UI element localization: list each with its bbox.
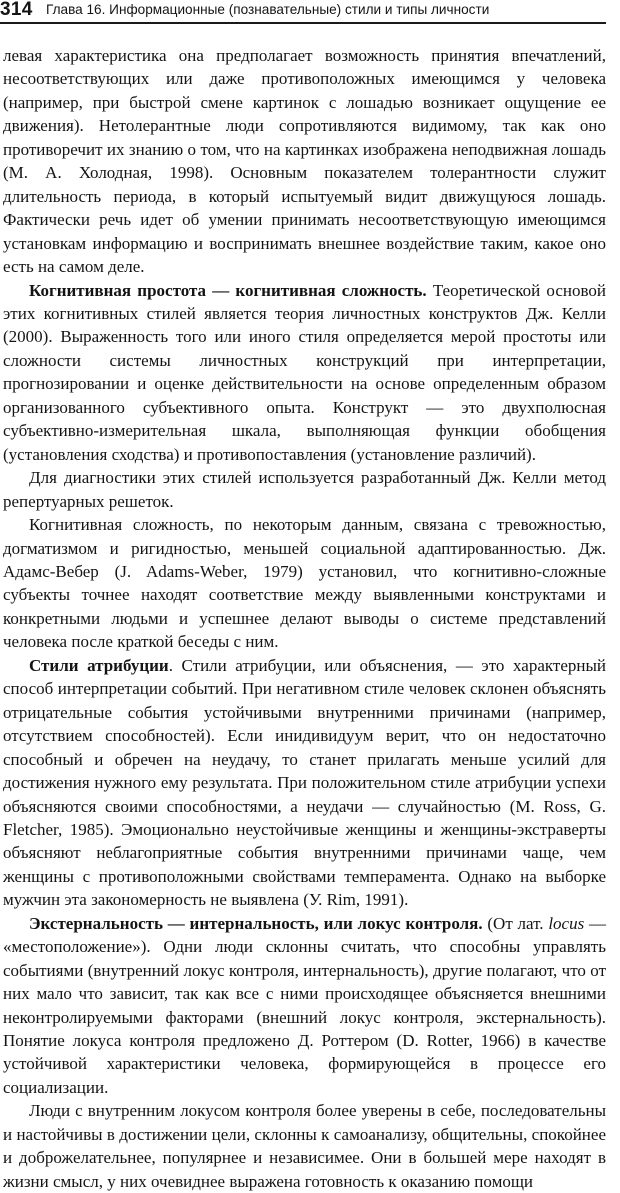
- paragraph-text: Когнитивная сложность, по некоторым данным, связана с тревожностью, догматизмом и ригидностью, меньшей социальной адаптированностью. Дж. Адамс-Вебер (J. Adams-Weber, 1979) установил, что когнитивно-сложные субъекты точнее находят соответствие между выявленными конструктами и конкретными людьми и успешнее делают выводы о системе представлений человека после краткой беседы с ним.: [3, 515, 606, 652]
- section-lead-attribution-styles: Стили атрибуции: [29, 655, 169, 675]
- running-head: Глава 16. Информационные (познавательные) стили и типы личности: [46, 2, 490, 17]
- paragraph-cognitive-complexity: [3, 513, 606, 654]
- paragraph-cognitive-simplicity: [3, 279, 606, 467]
- paragraph-kelly-method: [3, 466, 606, 513]
- page-number: 314: [0, 0, 33, 20]
- body-text: [3, 44, 606, 1193]
- paragraph-attribution-styles: [3, 654, 606, 912]
- section-lead-locus-of-control: Экстернальность — интернальность, или локус контроля.: [29, 913, 483, 933]
- paragraph-text: Для диагностики этих стилей используется разработанный Дж. Келли метод репертуарных решеток.: [3, 468, 606, 511]
- page-header: [0, 0, 606, 24]
- latin-term: locus: [548, 913, 585, 933]
- paragraph-locus-of-control: [3, 912, 606, 1100]
- paragraph-internal-locus: [3, 1099, 606, 1193]
- paragraph-text: — «местоположение»). Одни люди склонны считать, что способны управлять событиями (внутренний локус контроля, интернальность), другие полагают, что от них мало что зависит, так как все с ними происходящее объясняется внешними неконтролируемыми факторами (внешний локус контроля, экстернальность). Понятие локуса контроля предложено Д. Роттером (D. Rotter, 1966) в качестве устойчивой характеристики человека, формирующейся в процессе его социализации.: [3, 913, 607, 1097]
- paragraph-text: . Стили атрибуции, или объяснения, — это характерный способ интерпретации событий. При негативном стиле человек склонен объяснять отрицательные события устойчивыми внутренними причинами (например, отсутствием способностей). Если инидивидуум верит, что он недостаточно способный и обречен на неудачу, то станет прилагать меньше усилий для достижения нужного ему результата. При положительном стиле атрибуции успехи объясняются своими способностями, а неудачи — случайностью (M. Ross, G. Fletcher, 1985). Эмоционально неустойчивые женщины и женщины-экстраверты объясняют неблагоприятные события внутренними причинами чаще, чем женщины с противоположными свойствами темперамента. Однако на выборке мужчин эта закономерность не выявлена (У. Rim, 1991).: [3, 655, 606, 910]
- section-lead-cognitive-simplicity: Когнитивная простота — когнитивная сложность.: [29, 280, 427, 300]
- paragraph-text: Теоретической основой этих когнитивных стилей является теория личностных конструктов Дж. Келли (2000). Выраженность того или иного стиля определяется мерой простоты или сложности системы личностных конструкций при интерпретации, прогнозировании и оценке действительности на основе определенным образом организованного субъективного опыта. Конструкт — это двухполюсная субъективно-измерительная шкала, выполняющая функции обобщения (установления сходства) и противопоставления (установление различий).: [3, 280, 606, 464]
- paragraph-text: левая характеристика она предполагает возможность принятия впечатлений, несоответствующих или даже противоположных имеющимся у человека (например, при быстрой смене картинок с лошадью возникает ощущение ее движения). Нетолерантные люди сопротивляются видимому, так как оно противоречит их знанию о том, что на картинках изображена неподвижная лошадь (М. А. Холодная, 1998). Основным показателем толерантности служит длительность периода, в который испытуемый видит движущуюся лошадь. Фактически речь идет об умении принимать несоответствующую имеющимся установкам информацию и воспринимать внешнее воздействие таким, какое оно есть на самом деле.: [3, 46, 606, 277]
- paragraph-tolerance-continuation: [3, 44, 606, 279]
- paragraph-text-pre: (От лат.: [482, 913, 549, 933]
- paragraph-text: Люди с внутренним локусом контроля более уверены в себе, последовательны и настойчивы в достижении цели, склонны к самоанализу, общительны, спокойнее и доброжелательнее, популярнее и независимее. Они в большей мере находят в жизни смысл, у них очевиднее выражена готовность к оказанию помощи: [3, 1101, 606, 1191]
